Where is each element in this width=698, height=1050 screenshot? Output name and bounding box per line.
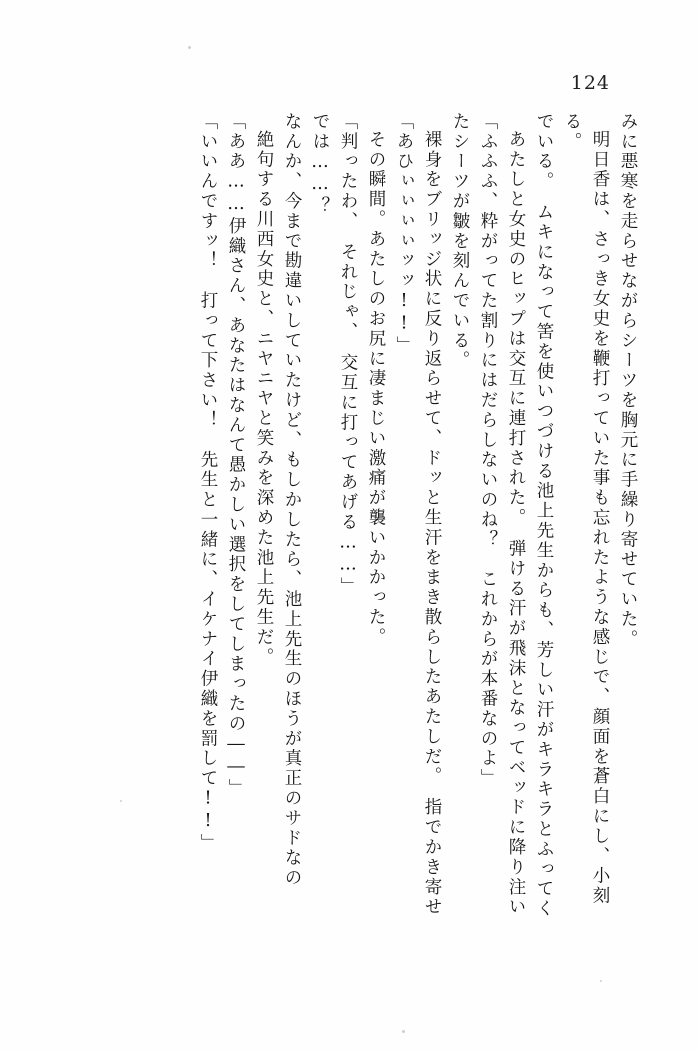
paper-speck <box>402 1030 405 1033</box>
text-line: みに悪寒を走らせながらシーツを胸元に手繰り寄せていた。 <box>618 112 638 650</box>
paper-speck <box>188 46 191 49</box>
paper-speck <box>600 980 602 982</box>
text-line: たシーツが皺を刻んでいる。 <box>450 112 470 371</box>
paper-speck <box>120 800 122 802</box>
page-number: 124 <box>570 72 610 94</box>
vertical-text-block <box>188 112 636 1002</box>
text-line: 明日香は、さっき女史を鞭打っていた事も忘れたような感じで、顔面を蒼白にし、小刻 <box>590 130 610 907</box>
text-line: 裸身をブリッジ状に反り返らせて、ドッと生汗をまき散らしたあたしだ。 指でかき寄せ <box>422 130 442 918</box>
text-line: 「ああ……伊織さん、あなたはなんて愚かしい選択をしてしまったの――」 <box>226 112 246 799</box>
text-line: 絶句する川西女史と、ニヤニヤと笑みを深めた池上先生だ。 <box>254 130 274 668</box>
text-line: あたしと女史のヒップは交互に連打された。 弾ける汗が飛沫となってベッドに降り注い <box>506 130 526 918</box>
text-line: る。 <box>562 112 582 152</box>
text-line: 「いいんですッ！ 打って下さい！ 先生と一緒に、イケナイ伊織を罰して!!」 <box>198 112 218 854</box>
text-line: 「あひぃぃぃぃッッ!!」 <box>394 112 414 356</box>
text-line: その瞬間。あたしのお尻に凄まじい激痛が襲いかかった。 <box>366 130 386 648</box>
text-line: では……？ <box>310 112 330 217</box>
text-line: 「ふふふ、粋がってた割りにはだらしないのね？ これからが本番なのよ」 <box>478 112 498 789</box>
text-line: なんか、今まで勘違いしていたけど、もしかしたら、池上先生のほうが真正のサドなの <box>282 112 302 889</box>
text-line: 「判ったわ、 それじゃ、 交互に打ってあげる……」 <box>338 112 358 597</box>
text-line: でいる。 ムキになって筈を使いつづける池上先生からも、芳しい汗がキラキラとふってく <box>534 112 554 920</box>
